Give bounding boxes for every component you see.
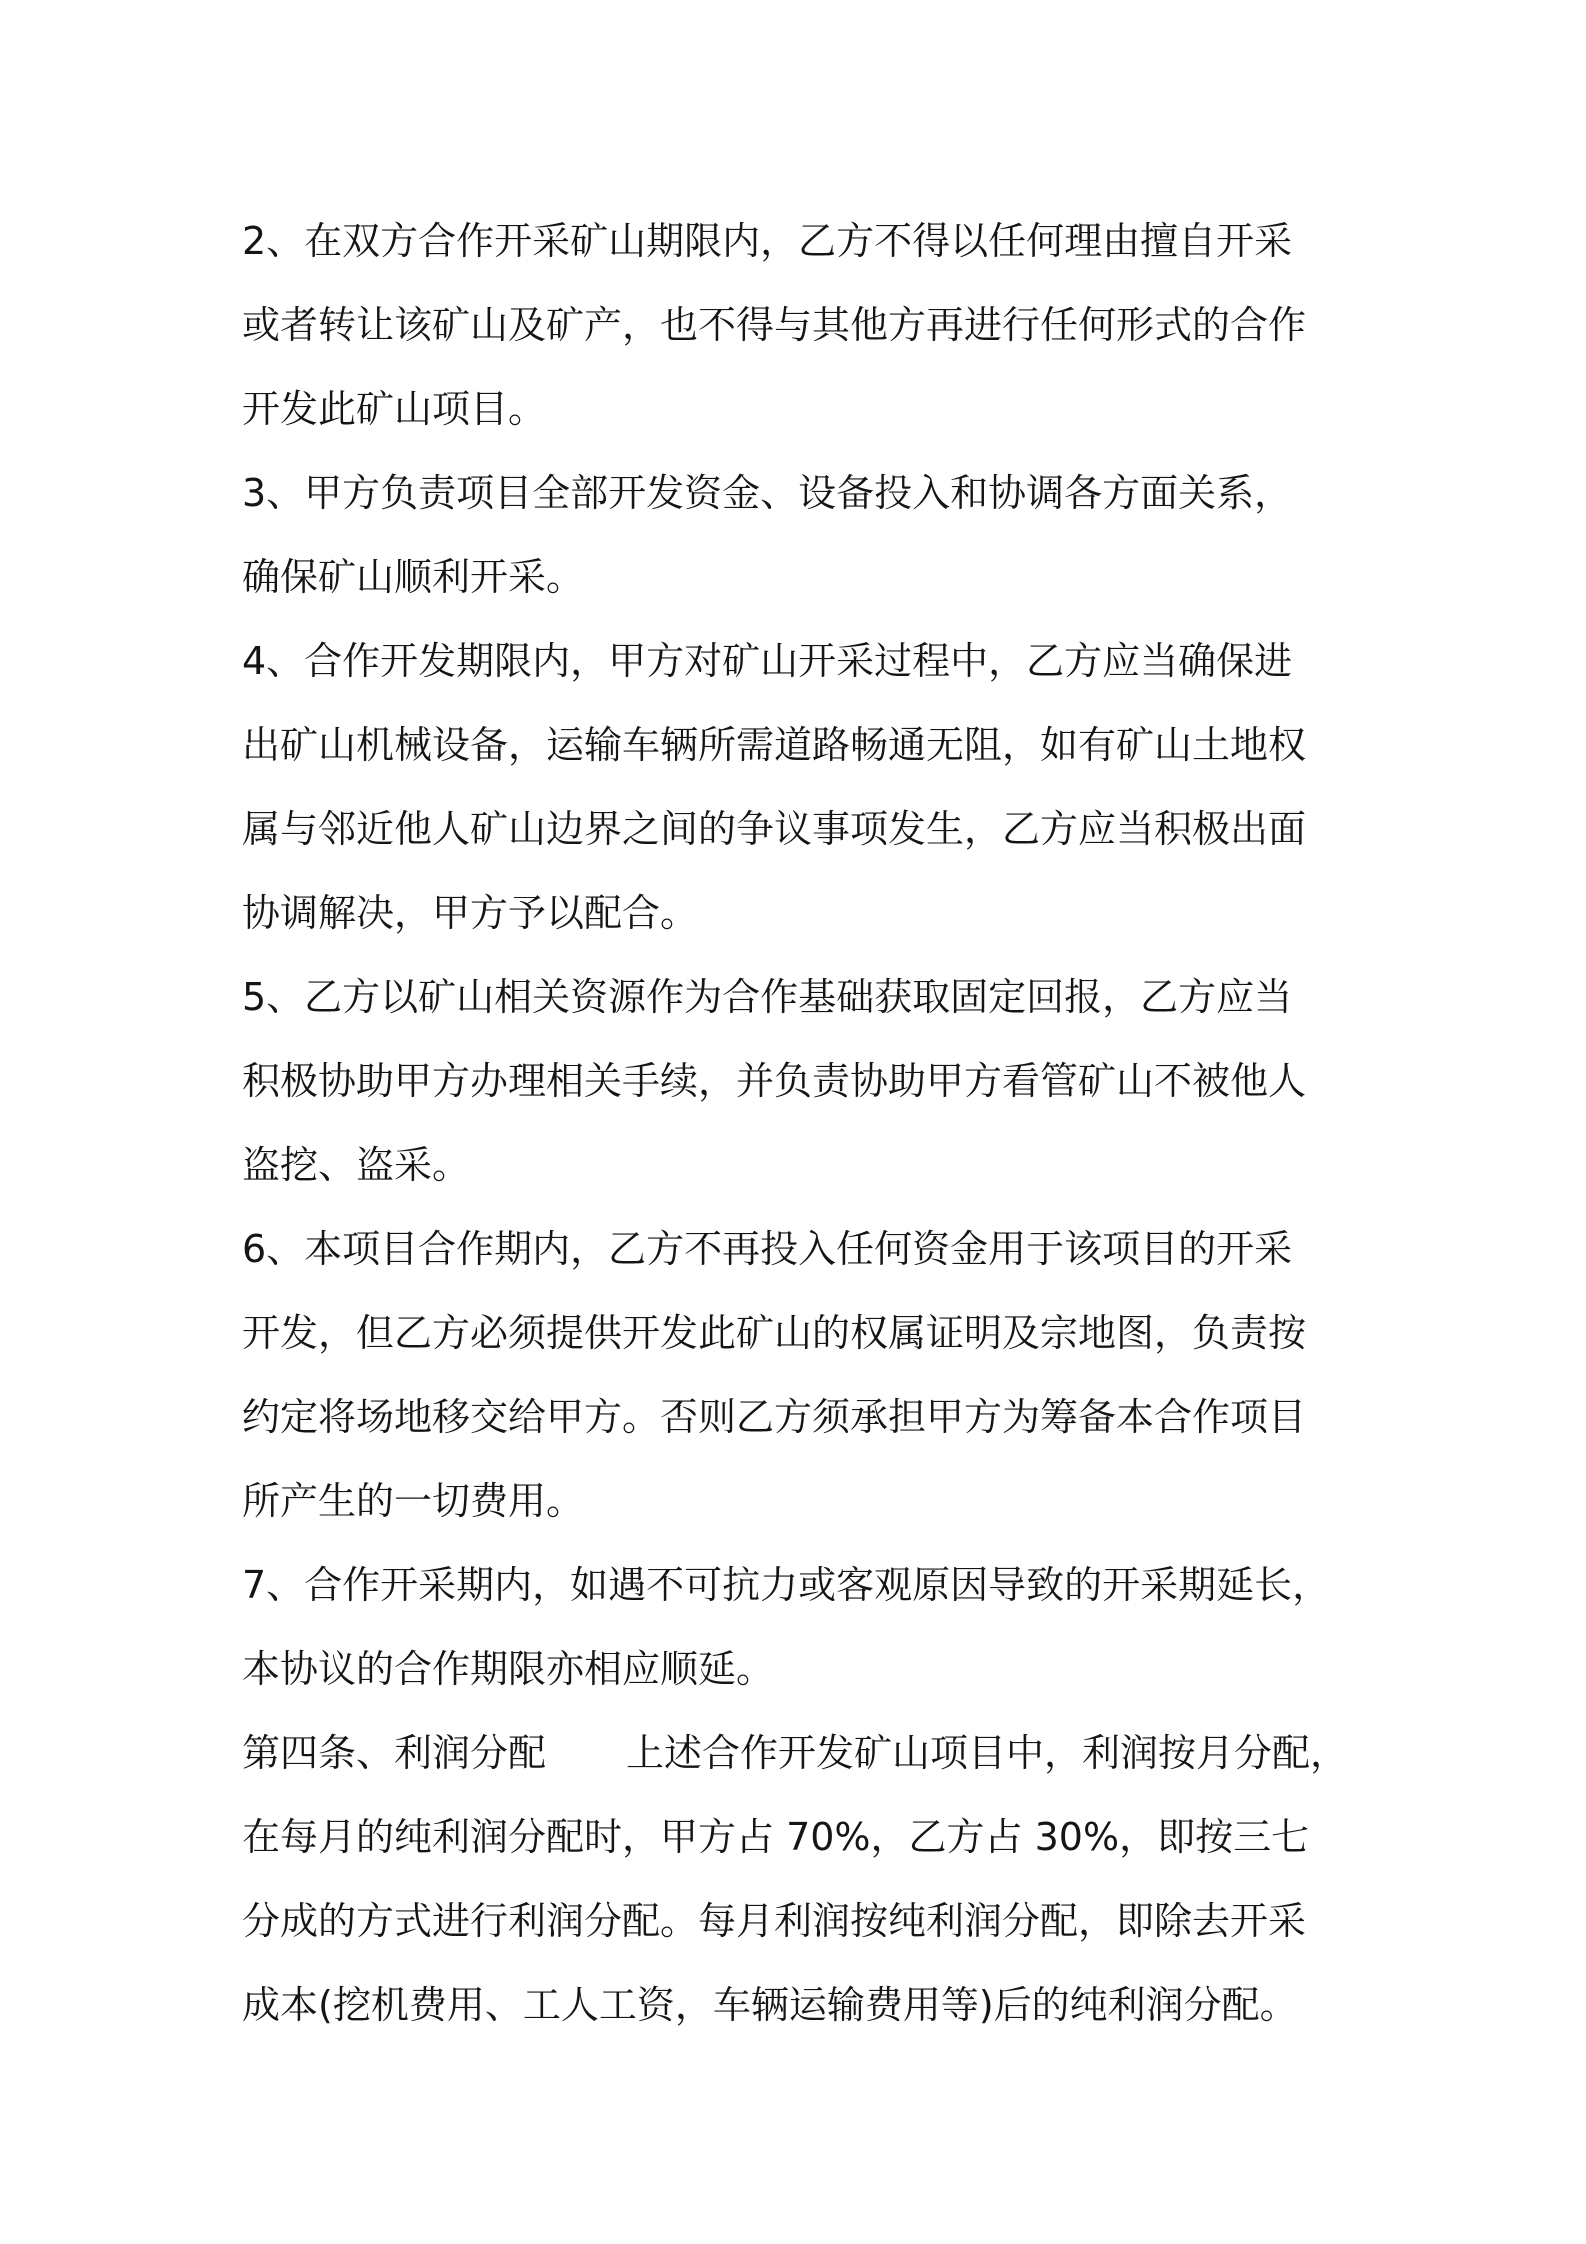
clause-4-line-1: 4、合作开发期限内，甲方对矿山开采过程中，乙方应当确保进 bbox=[242, 639, 1293, 683]
document-body bbox=[242, 199, 1362, 2047]
clause-6-line-4: 所产生的一切费用。 bbox=[242, 1479, 585, 1523]
clause-7-line-2: 本协议的合作期限亦相应顺延。 bbox=[242, 1647, 775, 1691]
clause-3-line-2: 确保矿山顺利开采。 bbox=[242, 555, 585, 599]
clause-4-line-3: 属与邻近他人矿山边界之间的争议事项发生，乙方应当积极出面 bbox=[242, 807, 1307, 851]
clause-2-line-2: 或者转让该矿山及矿产，也不得与其他方再进行任何形式的合作 bbox=[242, 303, 1307, 347]
clause-2-line-1: 2、在双方合作开采矿山期限内，乙方不得以任何理由擅自开采 bbox=[242, 219, 1293, 263]
clause-3-line-1: 3、甲方负责项目全部开发资金、设备投入和协调各方面关系， bbox=[242, 471, 1293, 515]
clause-6-line-1: 6、本项目合作期内，乙方不再投入任何资金用于该项目的开采 bbox=[242, 1227, 1293, 1271]
clause-2-line-3: 开发此矿山项目。 bbox=[242, 387, 547, 431]
clause-4-line-2: 出矿山机械设备，运输车辆所需道路畅通无阻，如有矿山土地权 bbox=[242, 723, 1307, 767]
article-4-line-3: 分成的方式进行利润分配。每月利润按纯利润分配，即除去开采 bbox=[242, 1899, 1307, 1943]
clause-7-line-1: 7、合作开采期内，如遇不可抗力或客观原因导致的开采期延长， bbox=[242, 1563, 1331, 1607]
clause-4-line-4: 协调解决，甲方予以配合。 bbox=[242, 891, 699, 935]
clause-5-line-2: 积极协助甲方办理相关手续，并负责协助甲方看管矿山不被他人 bbox=[242, 1059, 1307, 1103]
article-4-first-text: 上述合作开发矿山项目中，利润按月分配， bbox=[626, 1731, 1349, 1775]
clause-6-line-3: 约定将场地移交给甲方。否则乙方须承担甲方为筹备本合作项目 bbox=[242, 1395, 1307, 1439]
article-4-first-line bbox=[242, 1711, 1362, 1795]
article-4-line-4: 成本(挖机费用、工人工资，车辆运输费用等)后的纯利润分配。 bbox=[242, 1983, 1298, 2027]
clause-5-line-3: 盗挖、盗采。 bbox=[242, 1143, 471, 1187]
clause-6-line-2: 开发，但乙方必须提供开发此矿山的权属证明及宗地图，负责按 bbox=[242, 1311, 1307, 1355]
clause-5-line-1: 5、乙方以矿山相关资源作为合作基础获取固定回报，乙方应当 bbox=[242, 975, 1293, 1019]
article-4-heading: 第四条、利润分配 bbox=[242, 1731, 547, 1775]
article-4-line-2: 在每月的纯利润分配时，甲方占 70%，乙方占 30%，即按三七 bbox=[242, 1815, 1310, 1859]
